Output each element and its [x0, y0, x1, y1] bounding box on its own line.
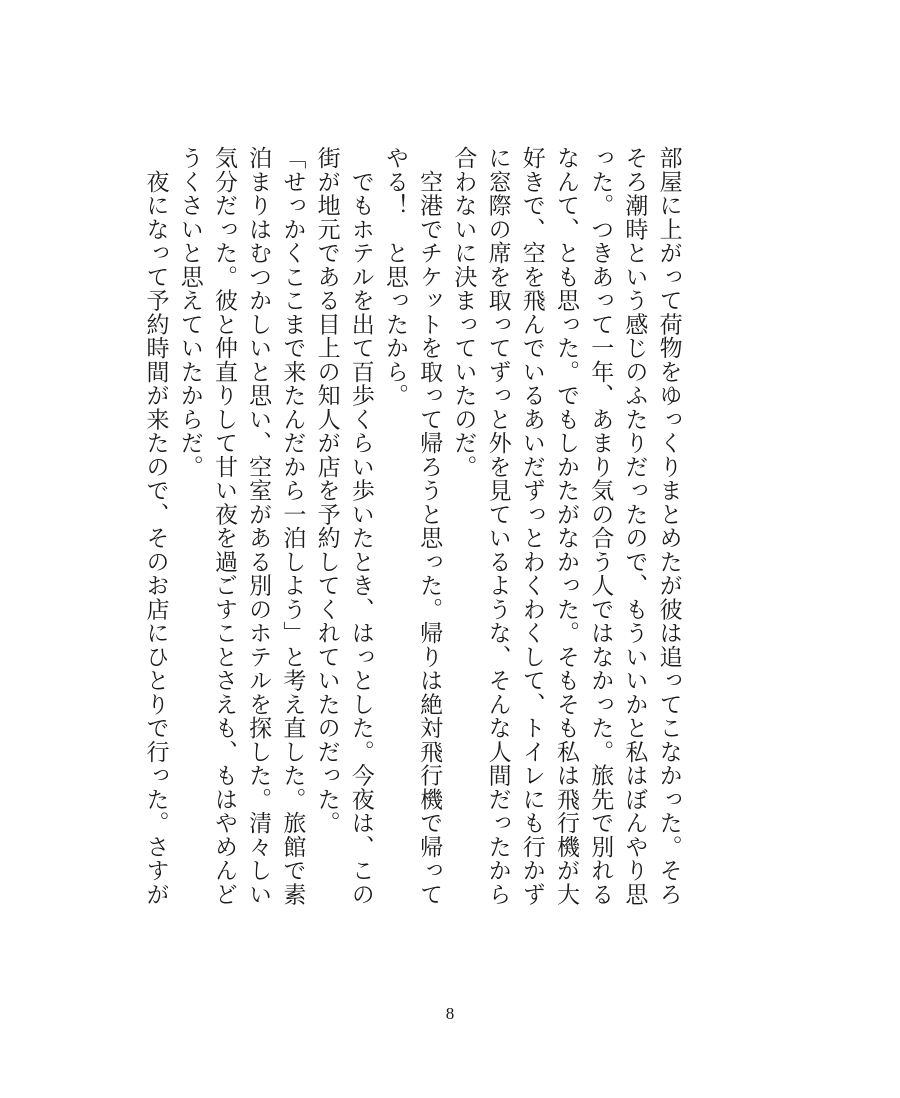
text-line: に窓際の席を取ってずっと外を見ているような、そんな人間だったから: [484, 146, 511, 906]
text-line: やる！ と思ったから。: [381, 146, 408, 408]
paragraph-2: [378, 146, 446, 906]
text-line: 空港でチケットを取って帰ろうと思った。帰りは絶対飛行機で帰って: [416, 146, 443, 906]
page-number: 8: [445, 1004, 455, 1023]
text-line: 夜になって予約時間が来たので、そのお店にひとりで行った。さすが: [142, 146, 169, 906]
paragraph-4: [173, 146, 310, 906]
paragraph-1: [446, 146, 685, 906]
text-line: った。つきあって一年、あまり気の合う人ではなかった。旅先で別れる: [587, 146, 614, 906]
text-line: 泊まりはむつかしいと思い、空室がある別のホテルを探した。清々しい: [245, 146, 272, 906]
text-line: 気分だった。彼と仲直りして甘い夜を過ごすことさえも、もはやめんど: [210, 146, 237, 906]
text-line: 好きで、空を飛んでいるあいだずっとわくわくして、トイレにも行かず: [518, 146, 545, 906]
text-line: 「せっかくここまで来たんだから一泊しよう」と考え直した。旅館で素: [279, 146, 306, 906]
text-line: 街が地元である目上の知人が店を予約してくれていたのだった。: [313, 146, 340, 835]
paragraph-5: [138, 146, 172, 906]
text-line: うくさいと思えていたからだ。: [176, 146, 203, 479]
paragraph-3: [309, 146, 377, 906]
text-line: そろ潮時という感じのふたりだったので、もういいかと私はぼんやり思: [621, 146, 648, 906]
text-line: でもホテルを出て百歩くらい歩いたとき、はっとした。今夜は、この: [347, 146, 374, 906]
text-line: 合わないに決まっていたのだ。: [450, 146, 477, 479]
text-line: なんて、とも思った。でもしかたがなかった。そもそも私は飛行機が大: [552, 146, 579, 906]
text-line: 部屋に上がって荷物をゆっくりまとめたが彼は追ってこなかった。そろ: [655, 146, 682, 906]
vertical-text-body: [70, 146, 754, 906]
